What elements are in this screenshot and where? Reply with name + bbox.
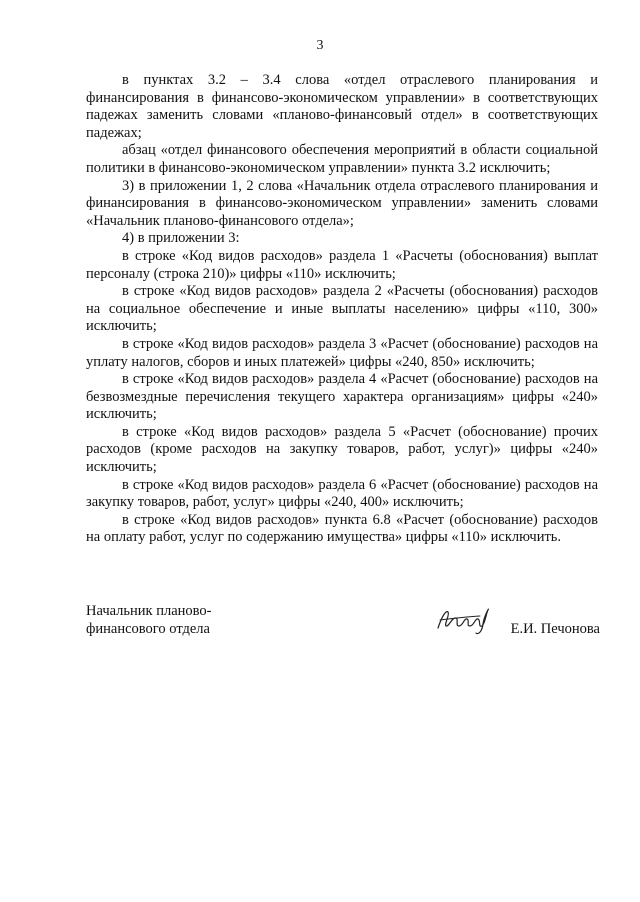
paragraph-3: 3) в приложении 1, 2 слова «Начальник отдела отраслевого планирования и финансирования в финансово-экономическом управлении» заменить словами «Начальник планово-финансового отдела»; xyxy=(86,177,598,229)
paragraph-4: 4) в приложении 3: xyxy=(122,230,240,247)
document-body xyxy=(86,72,598,547)
signatory-name: Е.И. Печонова xyxy=(510,621,600,637)
paragraph-1: в пунктах 3.2 – 3.4 слова «отдел отраслевого планирования и финансирования в финансово-экономическом управлении» в соответствующих падежах заменить словами «планово-финансовый отдел» в соответствующих падежах; xyxy=(86,72,598,141)
paragraph-10: в строке «Код видов расходов» раздела 6 «Расчет (обоснование) расходов на закупку товаров, работ, услуг» цифры «240, 400» исключить; xyxy=(86,476,598,511)
signatory-title-line-1: Начальник планово- xyxy=(86,603,212,619)
signature-block xyxy=(86,602,600,642)
paragraph-8: в строке «Код видов расходов» раздела 4 «Расчет (обоснование) расходов на безвозмездные перечисления текущего характера организациям» цифры «240» исключить; xyxy=(86,371,598,423)
paragraph-9: в строке «Код видов расходов» раздела 5 «Расчет (обоснование) прочих расходов (кроме расходов на закупку товаров, работ, услуг)» цифры «240» исключить; xyxy=(86,423,598,476)
paragraph-5: в строке «Код видов расходов» раздела 1 «Расчеты (обоснования) выплат персоналу (строка 210)» цифры «110» исключить; xyxy=(86,247,598,282)
paragraph-7: в строке «Код видов расходов» раздела 3 «Расчет (обоснование) расходов на уплату налогов, сборов и иных платежей» цифры «240, 850» исключить; xyxy=(86,335,598,370)
signatory-title xyxy=(86,602,212,638)
paragraph-11: в строке «Код видов расходов» пункта 6.8 «Расчет (обоснование) расходов на оплату работ, услуг по содержанию имущества» цифры «110» исключить. xyxy=(86,511,598,546)
page-number: 3 xyxy=(316,38,324,53)
handwritten-signature-icon xyxy=(434,602,494,638)
paragraph-6: в строке «Код видов расходов» раздела 2 «Расчеты (обоснования) расходов на социальное обеспечение и иные выплаты населению» цифры «110, 300» исключить; xyxy=(86,283,598,335)
paragraph-2: абзац «отдел финансового обеспечения мероприятий в области социальной политики в финансово-экономическом управлении» пункта 3.2 исключить; xyxy=(86,142,598,176)
signatory-title-line-2: финансового отдела xyxy=(86,621,210,637)
